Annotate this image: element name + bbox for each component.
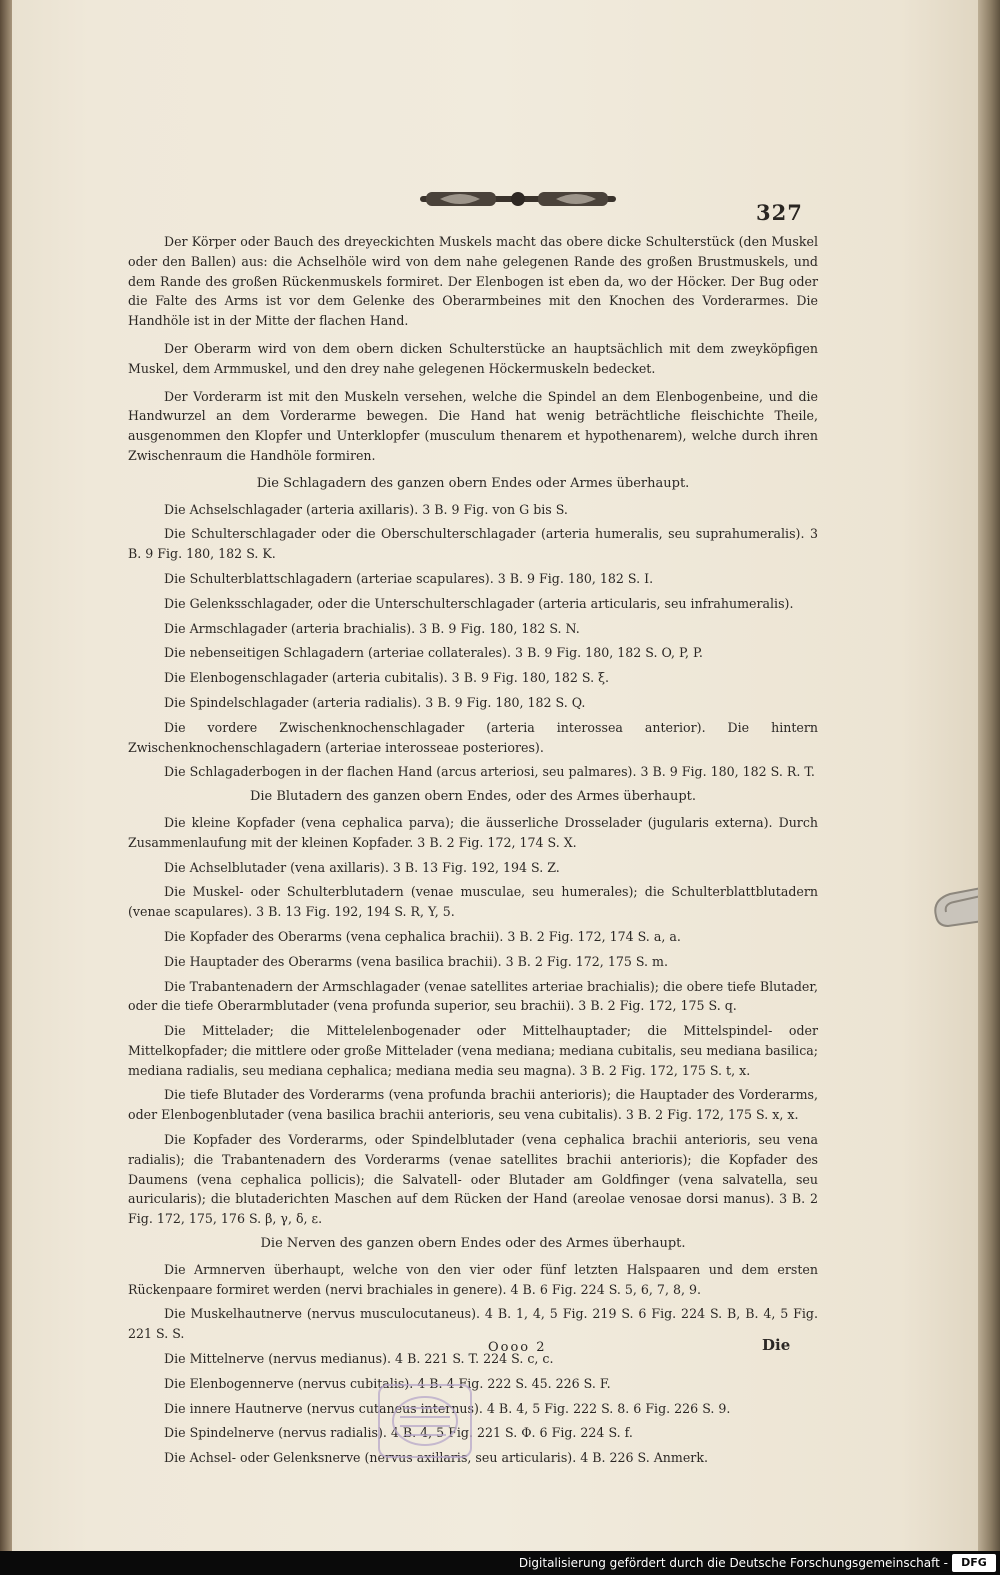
list-item: Die Kopfader des Vorderarms, oder Spindelblutader (vena cephalica brachii anterioris, seu vena radialis); die Trabantenadern des Vorderarms (venae satellites brachii anterioris); die Kopfader des Daumens (vena cephalica pollicis); die Salvatell- oder Blutader am Goldfinger (vena salvatella, seu auricularis); die blutaderichten Maschen auf dem Rücken der Hand (areolae venosae dorsi manus). 3 B. 2 Fig. 172, 175, 176 S. β, γ, δ, ε. bbox=[128, 1132, 818, 1227]
list-item: Die Elenbogennerve (nervus cubitalis). 4 B. 4 Fig. 222 S. 45. 226 S. F. bbox=[164, 1375, 611, 1391]
scan-right-edge bbox=[978, 0, 1000, 1575]
dfg-logo: DFG bbox=[952, 1554, 996, 1572]
list-item: Die Kopfader des Oberarms (vena cephalica brachii). 3 B. 2 Fig. 172, 174 S. a, a. bbox=[164, 928, 681, 944]
list-item: Die Armnerven überhaupt, welche von den vier oder fünf letzten Halspaaren und dem ersten Rückenpaare formiret werden (nervi brachiales in genere). 4 B. 6 Fig. 224 S. 5, 6, 7, 8, 9. bbox=[128, 1261, 818, 1297]
footer-text: Digitalisierung gefördert durch die Deutsche Forschungsgemeinschaft - bbox=[518, 1556, 948, 1570]
list-item: Die Schlagaderbogen in der flachen Hand (arcus arteriosi, seu palmares). 3 B. 9 Fig. 180, 182 S. R. T. bbox=[164, 764, 815, 780]
list-item: Die Achselschlagader (arteria axillaris). 3 B. 9 Fig. von G bis S. bbox=[164, 501, 568, 517]
list-item: Die Muskelhautnerve (nervus musculocutaneus). 4 B. 1, 4, 5 Fig. 219 S. 6 Fig. 224 S. B, B. 4, 5 Fig. 221 S. S. bbox=[128, 1306, 818, 1342]
list-item: Die vordere Zwischenknochenschlagader (arteria interossea anterior). Die hintern Zwischenknochenschlagadern (arteriae interosseae posteriores). bbox=[128, 719, 818, 755]
list-item: Die Achsel- oder Gelenksnerve (nervus axillaris, seu articularis). 4 B. 226 S. Anmerk. bbox=[164, 1450, 708, 1466]
list-item: Die Armschlagader (arteria brachialis). 3 B. 9 Fig. 180, 182 S. N. bbox=[164, 620, 580, 636]
list-item: Die Schulterschlagader oder die Oberschulterschlagader (arteria humeralis, seu suprahumeralis). 3 B. 9 Fig. 180, 182 S. K. bbox=[128, 526, 818, 562]
list-item: Die tiefe Blutader des Vorderarms (vena profunda brachii anterioris); die Hauptader des Vorderarms, oder Elenbogenblutader (vena basilica brachii anterioris, seu vena cubitalis). 3 B. 2 Fig. 172, 175 S. x, x. bbox=[128, 1087, 818, 1123]
section-heading-arteries: Die Schlagadern des ganzen obern Endes oder Armes überhaupt. bbox=[256, 475, 690, 491]
list-item: Die Mittelader; die Mittelelenbogenader oder Mittelhauptader; die Mittelspindel- oder Mittelkopfader; die mittlere oder große Mittelader (vena mediana; mediana cubitalis, seu mediana basilica; mediana radialis, seu mediana cephalica; mediana media seu magna). 3 B. 2 Fig. 172, 175 S. t, x. bbox=[128, 1023, 818, 1078]
list-item: Die Muskel- oder Schulterblutadern (venae musculae, seu humerales); die Schulterblattblutadern (venae scapulares). 3 B. 13 Fig. 192, 194 S. R, Y, 5. bbox=[128, 884, 818, 920]
footer-bar bbox=[0, 1551, 1000, 1575]
list-item: Die Trabantenadern der Armschlagader (venae satellites arteriae brachialis); die obere tiefe Blutader, oder die tiefe Oberarmblutader (vena profunda superior, seu brachii). 3 B. 2 Fig. 172, 175 S. q. bbox=[128, 978, 818, 1014]
list-item: Die Spindelschlagader (arteria radialis). 3 B. 9 Fig. 180, 182 S. Q. bbox=[164, 694, 586, 710]
section-heading-veins: Die Blutadern des ganzen obern Endes, oder des Armes überhaupt. bbox=[249, 789, 697, 805]
list-item: Die Schulterblattschlagadern (arteriae scapulares). 3 B. 9 Fig. 180, 182 S. I. bbox=[164, 570, 654, 586]
page-number: 327 bbox=[756, 200, 803, 225]
list-item: Die Gelenksschlagader, oder die Unterschulterschlagader (arteria articularis, seu infrahumeralis). bbox=[164, 595, 794, 611]
list-item: Die Mittelnerve (nervus medianus). 4 B. 221 S. T. 224 S. c, c. bbox=[164, 1351, 554, 1367]
list-item: Die innere Hautnerve (nervus cutaneus internus). 4 B. 4, 5 Fig. 222 S. 8. 6 Fig. 226 S. 9. bbox=[164, 1400, 731, 1416]
signature-mark: Oooo 2 bbox=[488, 1340, 547, 1355]
paragraph: Der Oberarm wird von dem obern dicken Schulterstücke an hauptsächlich mit dem zweyköpfigen Muskel, dem Armmuskel, und den drey nahe gelegenen Höckermuskeln bedecket. bbox=[128, 340, 818, 376]
list-item: Die nebenseitigen Schlagadern (arteriae collaterales). 3 B. 9 Fig. 180, 182 S. O, P, P. bbox=[164, 645, 703, 661]
library-stamp bbox=[378, 1384, 472, 1458]
text-body bbox=[128, 232, 818, 1473]
ornament-icon bbox=[420, 189, 616, 209]
list-item: Die kleine Kopfader (vena cephalica parva); die äusserliche Drosselader (jugularis externa). Durch Zusammenlaufung mit der kleinen Kopfader. 3 B. 2 Fig. 172, 174 S. X. bbox=[128, 814, 818, 850]
catchword: Die bbox=[762, 1336, 791, 1354]
list-item: Die Spindelnerve (nervus radialis). 4 B. 4, 5 Fig. 221 S. Φ. 6 Fig. 224 S. f. bbox=[164, 1425, 633, 1441]
list-item: Die Hauptader des Oberarms (vena basilica brachii). 3 B. 2 Fig. 172, 175 S. m. bbox=[164, 953, 668, 969]
paragraph: Der Körper oder Bauch des dreyeckichten Muskels macht das obere dicke Schulterstück (den Muskel oder den Ballen) aus: die Achselhöle wird von dem nahe gelegenen Rande des großen Brustmuskels, und dem Rande des großen Rückenmuskels formiret. Der Elenbogen ist eben da, wo der Höcker. Der Bug oder die Falte des Arms ist vor dem Gelenke des Oberarmbeines mit den Knochen des Vorderarmes. Die Handhöle ist in der Mitte der flachen Hand. bbox=[128, 234, 818, 329]
section-heading-nerves: Die Nerven des ganzen obern Endes oder des Armes überhaupt. bbox=[260, 1236, 686, 1252]
stamp-icon bbox=[380, 1386, 470, 1456]
paragraph: Der Vorderarm ist mit den Muskeln versehen, welche die Spindel an dem Elenbogenbeine, und die Handwurzel an dem Vorderarme bewegen. Die Hand hat wenig beträchtliche fleischichte Theile, ausgenommen den Klopfer und Unterklopfer (musculum thenarem et hypothenarem), welche durch ihren Zwischenraum die Handhöle formiren. bbox=[128, 388, 818, 463]
list-item: Die Elenbogenschlagader (arteria cubitalis). 3 B. 9 Fig. 180, 182 S. ξ. bbox=[164, 670, 610, 686]
list-item: Die Achselblutader (vena axillaris). 3 B. 13 Fig. 192, 194 S. Z. bbox=[164, 859, 560, 875]
scan-left-edge bbox=[0, 0, 12, 1575]
